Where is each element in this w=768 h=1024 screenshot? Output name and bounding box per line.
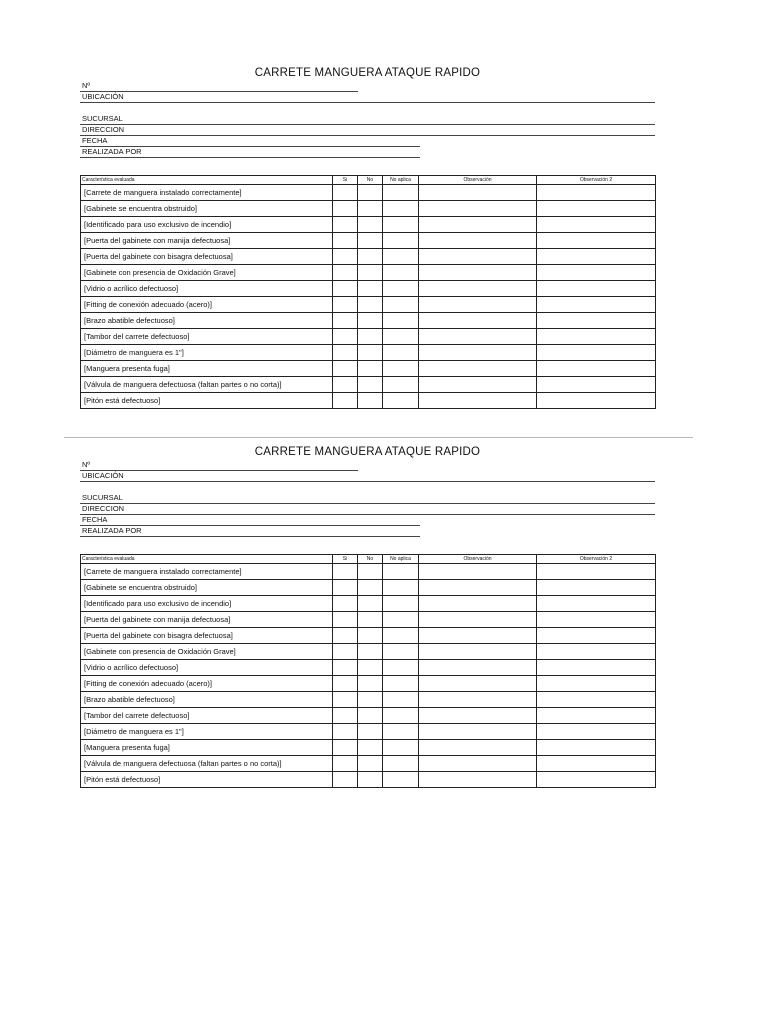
field-sucursal: SUCURSAL: [80, 493, 655, 504]
cell-no-aplica[interactable]: [383, 377, 419, 393]
column-header: Característica evaluada: [81, 555, 333, 564]
cell-si[interactable]: [333, 281, 358, 297]
cell-observacion-2[interactable]: [537, 676, 656, 692]
table-row: [81, 265, 656, 281]
cell-observacion-2[interactable]: [537, 692, 656, 708]
cell-si[interactable]: [333, 313, 358, 329]
cell-si[interactable]: [333, 644, 358, 660]
cell-no[interactable]: [358, 692, 383, 708]
table-row: [81, 660, 656, 676]
cell-observacion[interactable]: [419, 361, 537, 377]
cell-observacion-2[interactable]: [537, 772, 656, 788]
column-header: No aplica: [383, 176, 419, 185]
checklist-item: [Pitón está defectuoso]: [81, 393, 333, 409]
cell-observacion[interactable]: [419, 676, 537, 692]
table-header-row: [81, 176, 656, 185]
cell-si[interactable]: [333, 612, 358, 628]
checklist-item: [Manguera presenta fuga]: [81, 361, 333, 377]
cell-no-aplica[interactable]: [383, 201, 419, 217]
table-row: [81, 708, 656, 724]
column-header: Observación 2: [537, 176, 656, 185]
cell-no[interactable]: [358, 660, 383, 676]
cell-si[interactable]: [333, 756, 358, 772]
cell-no[interactable]: [358, 185, 383, 201]
cell-no[interactable]: [358, 644, 383, 660]
cell-si[interactable]: [333, 377, 358, 393]
cell-observacion-2[interactable]: [537, 233, 656, 249]
column-header: Observación 2: [537, 555, 656, 564]
cell-no[interactable]: [358, 772, 383, 788]
cell-no-aplica[interactable]: [383, 660, 419, 676]
cell-observacion-2[interactable]: [537, 217, 656, 233]
cell-no[interactable]: [358, 377, 383, 393]
cell-observacion[interactable]: [419, 564, 537, 580]
column-header: Característica evaluada: [81, 176, 333, 185]
cell-si[interactable]: [333, 708, 358, 724]
cell-observacion[interactable]: [419, 217, 537, 233]
checklist-item: [Carrete de manguera instalado correctamente]: [81, 185, 333, 201]
cell-observacion[interactable]: [419, 596, 537, 612]
checklist-item: [Identificado para uso exclusivo de incendio]: [81, 217, 333, 233]
checklist-table: [80, 554, 656, 788]
table-row: [81, 740, 656, 756]
cell-si[interactable]: [333, 724, 358, 740]
table-row: [81, 612, 656, 628]
cell-observacion[interactable]: [419, 281, 537, 297]
checklist-item: [Carrete de manguera instalado correctamente]: [81, 564, 333, 580]
cell-si[interactable]: [333, 361, 358, 377]
checklist-item: [Identificado para uso exclusivo de incendio]: [81, 596, 333, 612]
cell-si[interactable]: [333, 692, 358, 708]
cell-observacion-2[interactable]: [537, 265, 656, 281]
cell-no[interactable]: [358, 708, 383, 724]
field-sucursal: SUCURSAL: [80, 114, 655, 125]
cell-observacion[interactable]: [419, 313, 537, 329]
cell-observacion[interactable]: [419, 233, 537, 249]
cell-si[interactable]: [333, 233, 358, 249]
checklist-item: [Fitting de conexión adecuado (acero)]: [81, 297, 333, 313]
cell-no[interactable]: [358, 393, 383, 409]
cell-no-aplica[interactable]: [383, 345, 419, 361]
cell-observacion-2[interactable]: [537, 644, 656, 660]
table-row: [81, 297, 656, 313]
table-row: [81, 628, 656, 644]
table-row: [81, 361, 656, 377]
cell-observacion-2[interactable]: [537, 708, 656, 724]
field-direccion: DIRECCION: [80, 504, 655, 515]
cell-observacion-2[interactable]: [537, 201, 656, 217]
cell-no-aplica[interactable]: [383, 756, 419, 772]
cell-observacion[interactable]: [419, 580, 537, 596]
cell-no[interactable]: [358, 217, 383, 233]
checklist-item: [Puerta del gabinete con manija defectuosa]: [81, 233, 333, 249]
cell-no-aplica[interactable]: [383, 564, 419, 580]
page-separator: [64, 437, 693, 438]
checklist-item: [Vidrio o acrílico defectuoso]: [81, 281, 333, 297]
checklist-item: [Fitting de conexión adecuado (acero)]: [81, 676, 333, 692]
table-row: [81, 692, 656, 708]
cell-observacion-2[interactable]: [537, 281, 656, 297]
field-ubicacion: UBICACIÓN: [80, 471, 655, 482]
form-title: CARRETE MANGUERA ATAQUE RAPIDO: [254, 446, 481, 458]
cell-no-aplica[interactable]: [383, 692, 419, 708]
cell-observacion[interactable]: [419, 297, 537, 313]
cell-no-aplica[interactable]: [383, 644, 419, 660]
checklist-item: [Diámetro de manguera es 1"]: [81, 724, 333, 740]
cell-observacion[interactable]: [419, 644, 537, 660]
cell-no[interactable]: [358, 329, 383, 345]
cell-si[interactable]: [333, 217, 358, 233]
table-row: [81, 313, 656, 329]
cell-observacion-2[interactable]: [537, 249, 656, 265]
cell-observacion-2[interactable]: [537, 740, 656, 756]
cell-no-aplica[interactable]: [383, 676, 419, 692]
column-header: Si: [333, 176, 358, 185]
cell-no[interactable]: [358, 612, 383, 628]
cell-observacion-2[interactable]: [537, 756, 656, 772]
cell-no[interactable]: [358, 628, 383, 644]
cell-no-aplica[interactable]: [383, 249, 419, 265]
cell-no-aplica[interactable]: [383, 724, 419, 740]
cell-observacion-2[interactable]: [537, 361, 656, 377]
cell-si[interactable]: [333, 297, 358, 313]
table-row: [81, 185, 656, 201]
form-title: CARRETE MANGUERA ATAQUE RAPIDO: [254, 67, 481, 79]
checklist-item: [Válvula de manguera defectuosa (faltan partes o no corta)]: [81, 756, 333, 772]
checklist-item: [Gabinete se encuentra obstruido]: [81, 580, 333, 596]
field-ubicacion: UBICACIÓN: [80, 92, 655, 103]
cell-si[interactable]: [333, 660, 358, 676]
field-realizada-por: REALIZADA POR: [80, 147, 420, 158]
cell-observacion[interactable]: [419, 772, 537, 788]
cell-no[interactable]: [358, 676, 383, 692]
cell-no-aplica[interactable]: [383, 265, 419, 281]
cell-no[interactable]: [358, 580, 383, 596]
table-row: [81, 596, 656, 612]
field-numero: Nº: [80, 81, 358, 92]
column-header: No aplica: [383, 555, 419, 564]
table-row: [81, 217, 656, 233]
checklist-item: [Puerta del gabinete con bisagra defectuosa]: [81, 628, 333, 644]
cell-si[interactable]: [333, 329, 358, 345]
table-row: [81, 329, 656, 345]
cell-no-aplica[interactable]: [383, 281, 419, 297]
cell-observacion[interactable]: [419, 249, 537, 265]
table-row: [81, 201, 656, 217]
cell-no[interactable]: [358, 265, 383, 281]
cell-observacion[interactable]: [419, 692, 537, 708]
cell-observacion-2[interactable]: [537, 724, 656, 740]
cell-no-aplica[interactable]: [383, 772, 419, 788]
cell-no-aplica[interactable]: [383, 329, 419, 345]
cell-si[interactable]: [333, 628, 358, 644]
cell-no-aplica[interactable]: [383, 612, 419, 628]
table-row: [81, 281, 656, 297]
cell-observacion-2[interactable]: [537, 580, 656, 596]
cell-no-aplica[interactable]: [383, 708, 419, 724]
table-row: [81, 580, 656, 596]
cell-no-aplica[interactable]: [383, 185, 419, 201]
checklist-item: [Puerta del gabinete con manija defectuosa]: [81, 612, 333, 628]
cell-no[interactable]: [358, 740, 383, 756]
cell-no[interactable]: [358, 756, 383, 772]
checklist-item: [Tambor del carrete defectuoso]: [81, 329, 333, 345]
cell-observacion-2[interactable]: [537, 377, 656, 393]
cell-no[interactable]: [358, 345, 383, 361]
cell-no-aplica[interactable]: [383, 628, 419, 644]
cell-no[interactable]: [358, 596, 383, 612]
column-header: Observación: [419, 555, 537, 564]
cell-observacion[interactable]: [419, 756, 537, 772]
cell-no-aplica[interactable]: [383, 580, 419, 596]
cell-no-aplica[interactable]: [383, 233, 419, 249]
cell-no-aplica[interactable]: [383, 297, 419, 313]
checklist-item: [Válvula de manguera defectuosa (faltan partes o no corta)]: [81, 377, 333, 393]
table-row: [81, 249, 656, 265]
cell-si[interactable]: [333, 772, 358, 788]
checklist-item: [Brazo abatible defectuoso]: [81, 313, 333, 329]
table-row: [81, 644, 656, 660]
checklist-item: [Pitón está defectuoso]: [81, 772, 333, 788]
cell-no[interactable]: [358, 724, 383, 740]
cell-observacion-2[interactable]: [537, 393, 656, 409]
cell-no-aplica[interactable]: [383, 740, 419, 756]
checklist-item: [Gabinete con presencia de Oxidación Grave]: [81, 644, 333, 660]
table-row: [81, 772, 656, 788]
checklist-item: [Puerta del gabinete con bisagra defectuosa]: [81, 249, 333, 265]
cell-si[interactable]: [333, 564, 358, 580]
cell-si[interactable]: [333, 393, 358, 409]
column-header: Observación: [419, 176, 537, 185]
cell-observacion-2[interactable]: [537, 345, 656, 361]
checklist-item: [Vidrio o acrílico defectuoso]: [81, 660, 333, 676]
cell-observacion-2[interactable]: [537, 297, 656, 313]
cell-si[interactable]: [333, 676, 358, 692]
cell-observacion[interactable]: [419, 612, 537, 628]
cell-observacion[interactable]: [419, 740, 537, 756]
cell-no-aplica[interactable]: [383, 393, 419, 409]
cell-observacion[interactable]: [419, 265, 537, 281]
checklist-item: [Brazo abatible defectuoso]: [81, 692, 333, 708]
column-header: No: [358, 555, 383, 564]
column-header: Si: [333, 555, 358, 564]
field-direccion: DIRECCION: [80, 125, 655, 136]
cell-observacion[interactable]: [419, 377, 537, 393]
checklist-item: [Diámetro de manguera es 1"]: [81, 345, 333, 361]
table-header-row: [81, 555, 656, 564]
checklist-item: [Tambor del carrete defectuoso]: [81, 708, 333, 724]
checklist-table: [80, 175, 656, 409]
cell-observacion-2[interactable]: [537, 185, 656, 201]
table-row: [81, 564, 656, 580]
cell-observacion[interactable]: [419, 185, 537, 201]
field-fecha: FECHA: [80, 136, 420, 147]
table-row: [81, 377, 656, 393]
field-numero: Nº: [80, 460, 358, 471]
cell-observacion[interactable]: [419, 724, 537, 740]
column-header: No: [358, 176, 383, 185]
cell-no[interactable]: [358, 249, 383, 265]
cell-no-aplica[interactable]: [383, 313, 419, 329]
cell-si[interactable]: [333, 265, 358, 281]
cell-observacion[interactable]: [419, 708, 537, 724]
cell-si[interactable]: [333, 185, 358, 201]
cell-observacion-2[interactable]: [537, 564, 656, 580]
table-row: [81, 233, 656, 249]
cell-observacion[interactable]: [419, 345, 537, 361]
checklist-item: [Manguera presenta fuga]: [81, 740, 333, 756]
cell-observacion[interactable]: [419, 628, 537, 644]
cell-no[interactable]: [358, 233, 383, 249]
field-realizada-por: REALIZADA POR: [80, 526, 420, 537]
cell-si[interactable]: [333, 580, 358, 596]
cell-no[interactable]: [358, 201, 383, 217]
cell-si[interactable]: [333, 345, 358, 361]
checklist-item: [Gabinete con presencia de Oxidación Grave]: [81, 265, 333, 281]
cell-observacion-2[interactable]: [537, 313, 656, 329]
cell-observacion-2[interactable]: [537, 329, 656, 345]
table-row: [81, 393, 656, 409]
cell-observacion[interactable]: [419, 329, 537, 345]
cell-no[interactable]: [358, 313, 383, 329]
cell-observacion[interactable]: [419, 660, 537, 676]
cell-no[interactable]: [358, 361, 383, 377]
cell-no[interactable]: [358, 281, 383, 297]
cell-observacion-2[interactable]: [537, 660, 656, 676]
table-row: [81, 756, 656, 772]
cell-no[interactable]: [358, 297, 383, 313]
cell-si[interactable]: [333, 249, 358, 265]
cell-observacion[interactable]: [419, 201, 537, 217]
cell-si[interactable]: [333, 740, 358, 756]
cell-observacion-2[interactable]: [537, 612, 656, 628]
cell-no-aplica[interactable]: [383, 361, 419, 377]
checklist-item: [Gabinete se encuentra obstruido]: [81, 201, 333, 217]
cell-no-aplica[interactable]: [383, 217, 419, 233]
field-fecha: FECHA: [80, 515, 420, 526]
cell-observacion-2[interactable]: [537, 628, 656, 644]
table-row: [81, 676, 656, 692]
cell-si[interactable]: [333, 596, 358, 612]
table-row: [81, 345, 656, 361]
cell-si[interactable]: [333, 201, 358, 217]
cell-no[interactable]: [358, 564, 383, 580]
cell-observacion-2[interactable]: [537, 596, 656, 612]
table-row: [81, 724, 656, 740]
cell-no-aplica[interactable]: [383, 596, 419, 612]
cell-observacion[interactable]: [419, 393, 537, 409]
